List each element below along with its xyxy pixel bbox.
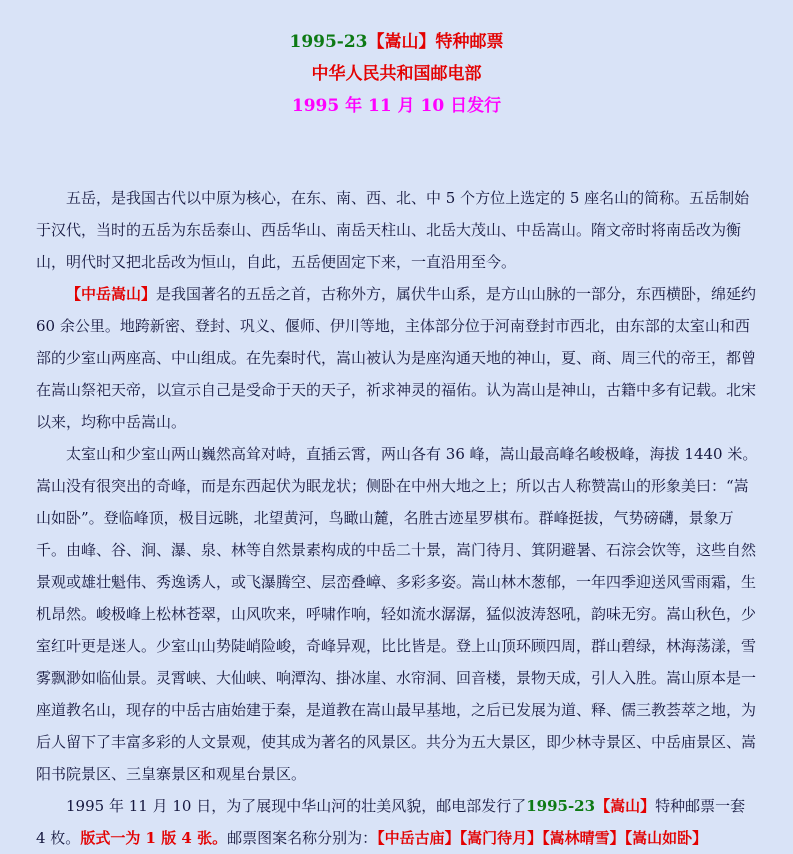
issue-name: 【嵩山】 (367, 32, 436, 52)
paragraph-scenery: 太室山和少室山两山巍然高耸对峙，直插云霄，两山各有 36 峰，嵩山最高峰名峻极峰，海拔 1440 米。嵩山没有很突出的奇峰，而是东西起伏为眠龙状；侧卧在中州大地之上；所以古人称赞嵩山的形象美曰：“嵩山如卧”。登临峰顶，极目远眺，北望黄河，鸟瞰山麓，名胜古迹星罗棋布。群峰挺拔，气势磅礴，景象万千。由峰、谷、涧、瀑、泉、林等自然景素构成的中岳二十景，嵩门待月、箕阴避暑、石淙会饮等，这些自然景观或雄壮魁伟、秀逸诱人，或飞瀑腾空、层峦叠嶂、多彩多姿。嵩山林木葱郁，一年四季迎送风雪雨霜，生机昂然。峻极峰上松林苍翠，山风吹来，呼啸作响，轻如流水潺潺，猛似波涛怒吼，韵味无穷。嵩山秋色，少室红叶更是迷人。少室山山势陡峭险峻，奇峰异观，比比皆是。登上山顶环顾四周，群山碧绿，林海荡漾，雪雾飘渺如临仙景。灵霄峡、大仙峡、响潭沟、掛冰崖、水帘洞、回音楼，景物天成，引人入胜。嵩山原本是一座道教名山，现存的中岳古庙始建于秦，是道教在嵩山最早基地，之后已发展为道、释、儒三教荟萃之地，为后人留下了丰富多彩的人文景观，使其成为著名的风景区。共分为五大景区，即少林寺景区、中岳庙景区、嵩阳书院景区、三皇寨景区和观星台景区。 (36, 445, 758, 783)
issue-intro: 1995 年 11 月 10 日，为了展现中华山河的壮美风貌，邮电部发行了 (66, 797, 527, 815)
issue-number: 1995-23 (289, 32, 368, 52)
zhongyue-lead: 【中岳嵩山】 (66, 285, 157, 303)
names-intro: 邮票图案名称分别为： (227, 829, 378, 847)
issue-date: 1995 年 11 月 10 日发行 (291, 96, 502, 116)
article-body (36, 182, 758, 854)
stamp-name: 【嵩林晴雪】 (542, 829, 625, 847)
issue-name-inline: 【嵩山】 (595, 797, 656, 815)
zhongyue-text: 是我国著名的五岳之首，古称外方，属伏牛山系，是方山山脉的一部分，东西横卧，绵延约 60 余公里。地跨新密、登封、巩义、偃师、伊川等地，主体部分位于河南登封市西北，由东部的太室山和西部的少室山两座高、中山组成。在先秦时代，嵩山被认为是座沟通天地的神山，夏、商、周三代的帝王，都曾在嵩山祭祀天帝，以宣示自己是受命于天的天子，祈求神灵的福佑。认为嵩山是神山，古籍中多有记载。北宋以来，均称中岳嵩山。 (36, 285, 757, 431)
document-page (0, 26, 793, 847)
issue-after: 特种邮票一套 4 枚。 (36, 797, 746, 847)
title-line (0, 26, 793, 58)
paragraph-five-mountains: 五岳，是我国古代以中原为核心，在东、南、西、北、中 5 个方位上选定的 5 座名山的简称。五岳制始于汉代，当时的五岳为东岳泰山、西岳华山、南岳天柱山、北岳大茂山、中岳嵩山。隋文帝时将南岳改为衡山，明代时又把北岳改为恒山，自此，五岳便固定下来，一直沿用至今。 (36, 189, 750, 271)
issue-number-inline: 1995-23 (526, 797, 596, 815)
issue-type: 特种邮票 (435, 32, 504, 52)
stamp-name: 【嵩门待月】 (459, 829, 543, 847)
stamp-header (0, 26, 793, 122)
stamp-name: 【嵩山如卧】 (624, 829, 708, 847)
paragraph-issue (36, 790, 758, 854)
paragraph-zhongyue (36, 278, 758, 438)
issuer: 中华人民共和国邮电部 (311, 64, 482, 84)
issue-format: 版式一为 1 版 4 张。 (80, 829, 228, 847)
stamp-name: 【中岳古庙】 (377, 829, 460, 847)
